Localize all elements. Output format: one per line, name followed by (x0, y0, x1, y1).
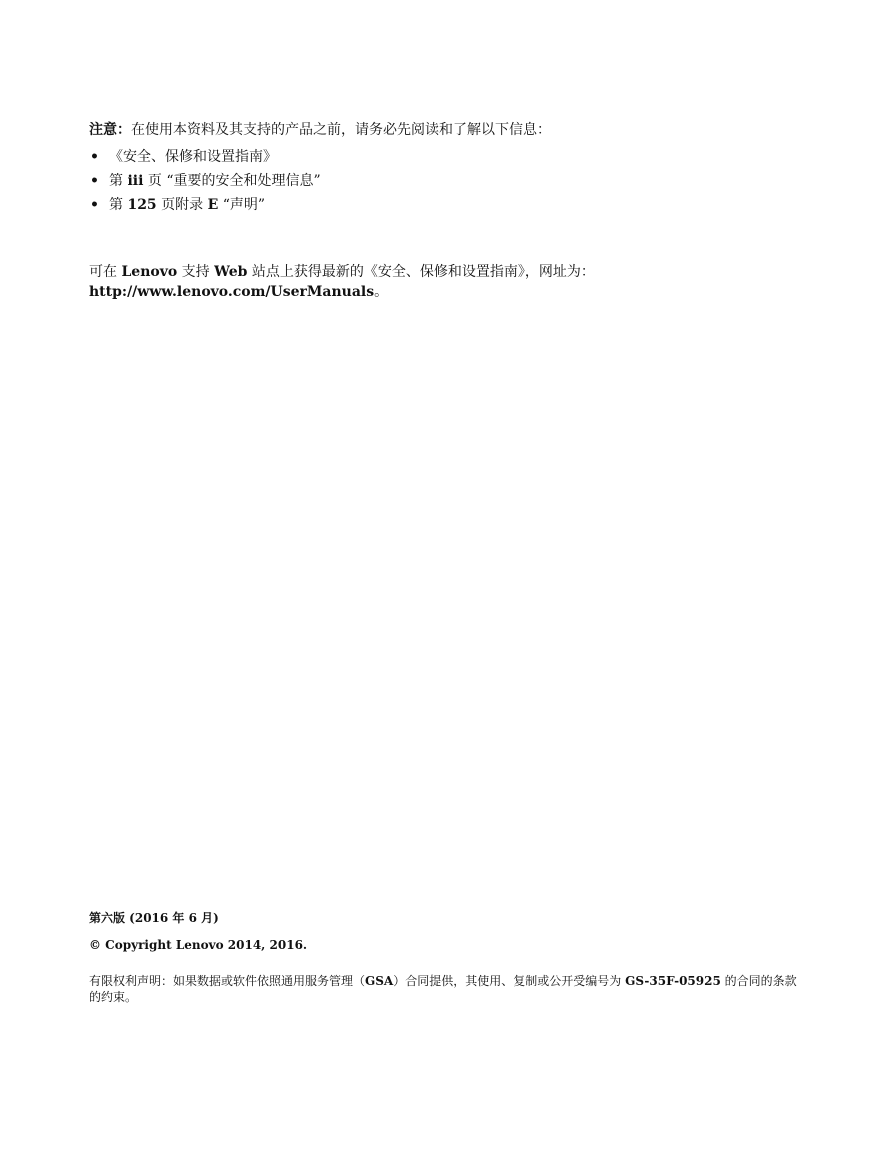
list-item-text: “声明” (218, 197, 266, 213)
notice-text: 在使用本资料及其支持的产品之前，请务必先阅读和了解以下信息： (131, 122, 551, 138)
manuals-link[interactable]: http://www.lenovo.com/UserManuals (89, 284, 375, 300)
contract-number: GS-35F-05925 (625, 974, 721, 988)
notice-section (89, 118, 809, 217)
restricted-text: ）合同提供，其使用、复制或公开受编号为 (393, 974, 626, 988)
online-text: 可在 (89, 264, 122, 280)
online-text: 支持 (177, 264, 215, 280)
appendix-letter: E (207, 197, 219, 213)
bullet-icon: • (90, 149, 99, 165)
notice-list (89, 145, 809, 217)
bullet-icon: • (90, 173, 99, 189)
list-item (89, 169, 809, 193)
restricted-text: 的合同的条款的约束。 (89, 974, 797, 1004)
web-word: Web (214, 264, 248, 280)
bullet-icon: • (90, 197, 99, 213)
online-info-paragraph (89, 262, 809, 302)
brand-name: Lenovo (121, 264, 178, 280)
restricted-text: 有限权利声明：如果数据或软件依照通用服务管理（ (89, 974, 366, 988)
gsa-abbrev: GSA (365, 974, 394, 988)
list-item-text: 第 (109, 197, 128, 213)
page-number: iii (127, 173, 144, 189)
list-item-text: 第 (109, 173, 128, 189)
online-text: 站点上获得最新的《安全、保修和设置指南》，网址为： (247, 264, 595, 280)
list-item-text: 页附录 (156, 197, 208, 213)
notice-lead: 注意： (89, 122, 131, 138)
page-number: 125 (127, 197, 157, 213)
list-item-text: 页 “重要的安全和处理信息” (143, 173, 321, 189)
online-end: 。 (374, 284, 389, 300)
restricted-rights-notice (89, 973, 804, 1005)
list-item (89, 193, 809, 217)
notice-line (89, 118, 809, 142)
copyright-line: © Copyright Lenovo 2014, 2016. (89, 938, 308, 952)
list-item-text: 《安全、保修和设置指南》 (109, 149, 277, 165)
edition-line: 第六版 (2016 年 6 月) (89, 911, 219, 925)
list-item (89, 145, 809, 169)
